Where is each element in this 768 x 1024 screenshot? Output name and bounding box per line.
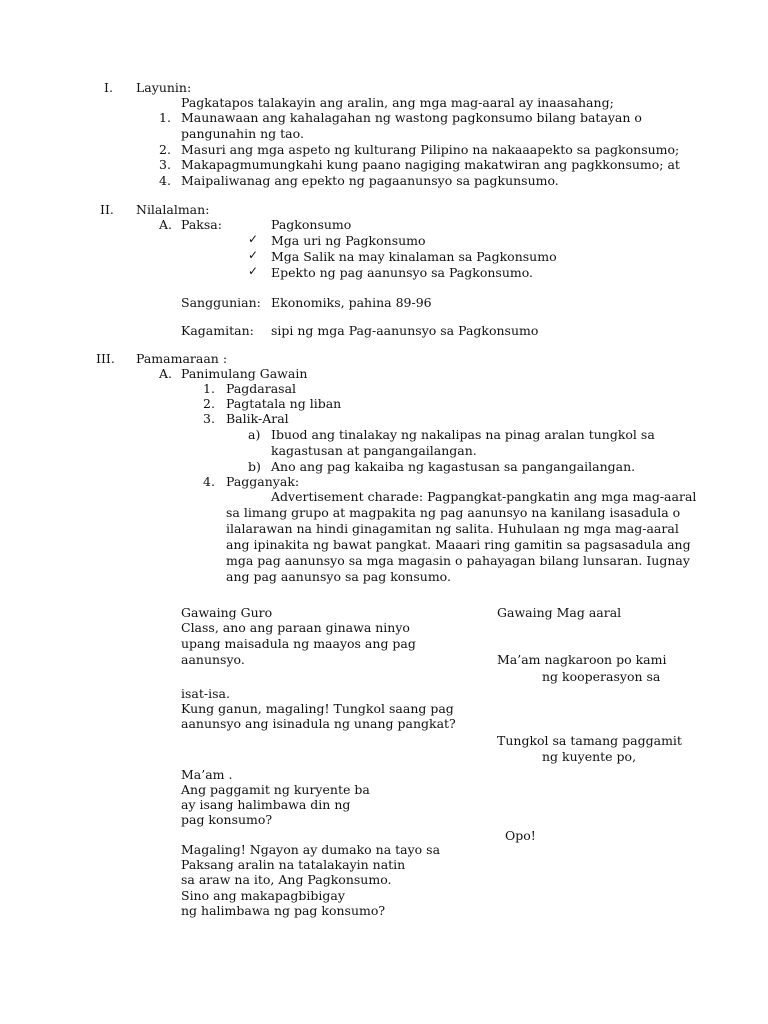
teacher-line: Magaling! Ngayon ay dumako na tayo sa bbox=[181, 842, 441, 857]
check-icon: ✓ bbox=[248, 264, 259, 278]
step-num: 3. bbox=[203, 411, 215, 426]
topic-item: Mga uri ng Pagkonsumo bbox=[271, 233, 426, 248]
topic-item: Epekto ng pag aanunsyo sa Pagkonsumo. bbox=[271, 265, 533, 280]
check-icon: ✓ bbox=[248, 232, 259, 246]
review-letter: b) bbox=[248, 459, 261, 474]
motivation-paragraph-line: ang pag aanunsyo sa pag konsumo. bbox=[226, 569, 451, 584]
sanggunian-value: Ekonomiks, pahina 89-96 bbox=[271, 295, 432, 310]
motivation-paragraph-line: ilalarawan na hindi ginagamitan ng salita. Huhulaan ng mga mag-aaral bbox=[226, 521, 679, 536]
section-2-numeral: II. bbox=[100, 202, 114, 217]
teacher-column-header: Gawaing Guro bbox=[181, 605, 273, 620]
step-text: Pagdarasal bbox=[226, 381, 297, 396]
step-num: 4. bbox=[203, 474, 215, 489]
teacher-line: aanunsyo. bbox=[181, 652, 245, 667]
teacher-line: Class, ano ang paraan ginawa ninyo bbox=[181, 620, 410, 635]
teacher-line: isat-isa. bbox=[181, 686, 230, 701]
teacher-line: sa araw na ito, Ang Pagkonsumo. bbox=[181, 872, 392, 887]
teacher-line: Kung ganun, magaling! Tungkol saang pag bbox=[181, 701, 454, 716]
objective-text: Maipaliwanag ang epekto ng pagaanunsyo sa pagkunsumo. bbox=[181, 173, 559, 188]
student-line: Opo! bbox=[505, 828, 536, 843]
section-1-heading: Layunin: bbox=[136, 80, 192, 95]
subsection-letter: A. bbox=[159, 366, 173, 381]
paksa-value: Pagkonsumo bbox=[271, 217, 352, 232]
teacher-line: Sino ang makapagbibigay bbox=[181, 888, 345, 903]
objective-text: Masuri ang mga aspeto ng kulturang Pilipino na nakaaapekto sa pagkonsumo; bbox=[181, 142, 680, 157]
review-letter: a) bbox=[248, 427, 261, 442]
section-2-heading: Nilalalman: bbox=[136, 202, 210, 217]
motivation-paragraph-line: sa limang grupo at magpakita ng pag aanunsyo na kanilang isasadula o bbox=[226, 505, 681, 520]
topic-item: Mga Salik na may kinalaman sa Pagkonsumo bbox=[271, 249, 557, 264]
student-line: Tungkol sa tamang paggamit bbox=[497, 733, 682, 748]
sanggunian-label: Sanggunian: bbox=[181, 295, 261, 310]
student-line: ng kuyente po, bbox=[542, 749, 637, 764]
teacher-line: Paksang aralin na tatalakayin natin bbox=[181, 857, 406, 872]
motivation-paragraph-line: mga pag aanunsyo sa mga magasin o pahayagan bilang lunsaran. Iugnay bbox=[226, 553, 690, 568]
subsection-letter: A. bbox=[159, 217, 173, 232]
objective-num: 1. bbox=[159, 110, 171, 125]
step-text: Pagtatala ng liban bbox=[226, 396, 342, 411]
step-text: Balik-Aral bbox=[226, 411, 289, 426]
teacher-line: ay isang halimbawa din ng bbox=[181, 797, 351, 812]
review-text: Ano ang pag kakaiba ng kagastusan sa pangangailangan. bbox=[271, 459, 636, 474]
objective-text: Maunawaan ang kahalagahan ng wastong pagkonsumo bilang batayan o bbox=[181, 110, 642, 125]
review-text: kagastusan at pangangailangan. bbox=[271, 443, 477, 458]
review-text: Ibuod ang tinalakay ng nakalipas na pinag aralan tungkol sa bbox=[271, 427, 655, 442]
kagamitan-label: Kagamitan: bbox=[181, 323, 254, 338]
paksa-label: Paksa: bbox=[181, 217, 222, 232]
objectives-intro: Pagkatapos talakayin ang aralin, ang mga mag-aaral ay inaasahang; bbox=[181, 95, 614, 110]
student-line: Ma’am nagkaroon po kami bbox=[497, 652, 667, 667]
objective-num: 4. bbox=[159, 173, 171, 188]
student-column-header: Gawaing Mag aaral bbox=[497, 605, 622, 620]
subsection-title: Panimulang Gawain bbox=[181, 366, 308, 381]
section-3-heading: Pamamaraan : bbox=[136, 351, 228, 366]
kagamitan-value: sipi ng mga Pag-aanunsyo sa Pagkonsumo bbox=[271, 323, 539, 338]
teacher-line: upang maisadula ng maayos ang pag bbox=[181, 636, 416, 651]
objective-num: 2. bbox=[159, 142, 171, 157]
section-3-numeral: III. bbox=[96, 351, 115, 366]
teacher-line: Ma’am . bbox=[181, 767, 233, 782]
teacher-line: Ang paggamit ng kuryente ba bbox=[181, 782, 370, 797]
step-text: Pagganyak: bbox=[226, 474, 300, 489]
teacher-line: pag konsumo? bbox=[181, 812, 273, 827]
motivation-paragraph-line: ang ipinakita ng bawat pangkat. Maaari ring gamitin sa pagsasadula ang bbox=[226, 537, 691, 552]
student-line: ng kooperasyon sa bbox=[542, 669, 661, 684]
check-icon: ✓ bbox=[248, 248, 259, 262]
objective-num: 3. bbox=[159, 157, 171, 172]
objective-text: pangunahin ng tao. bbox=[181, 126, 304, 141]
objective-text: Makapagmumungkahi kung paano nagiging makatwiran ang pagkkonsumo; at bbox=[181, 157, 680, 172]
motivation-paragraph-line: Advertisement charade: Pagpangkat-pangkatin ang mga mag-aaral bbox=[271, 489, 697, 504]
teacher-line: ng halimbawa ng pag konsumo? bbox=[181, 903, 386, 918]
section-1-numeral: I. bbox=[104, 80, 113, 95]
step-num: 2. bbox=[203, 396, 215, 411]
teacher-line: aanunsyo ang isinadula ng unang pangkat? bbox=[181, 716, 456, 731]
step-num: 1. bbox=[203, 381, 215, 396]
